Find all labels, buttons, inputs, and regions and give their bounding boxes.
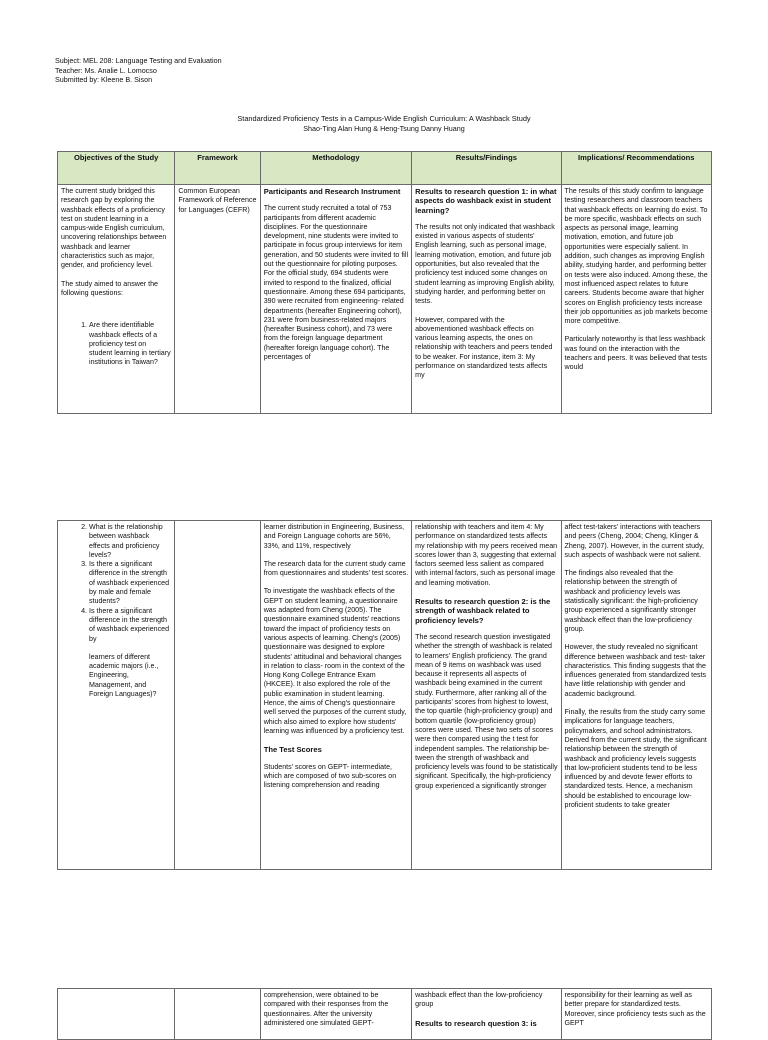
table-header-row (58, 152, 712, 185)
implications-paragraph: However, the study revealed no significant difference between washback and test- taker characteristics. This finding suggests that the influences generated from standardized tests have little relationship with gender and academic background. (564, 643, 707, 698)
methodology-paragraph: Students' scores on GEPT- intermediate, which are composed of two sub-scores on listening comprehension and reading (263, 762, 397, 790)
research-questions-list (61, 523, 171, 644)
framework-text: Common European Framework of Reference for Languages (CEFR) (178, 187, 257, 214)
objectives-intro: The study aimed to answer the following questions: (61, 279, 158, 297)
table-row (58, 521, 712, 870)
results-paragraph: The second research question investigated whether the strength of washback is related to learners' English proficiency. The grand mean of 9 items on washback was used because it represents all aspects of washback being examined in the current study. Furthermore, after ranking all of the participants' scores from highest to lowest, the top quartile (high-proficiency group) and bottom quartile (low-proficiency group) scores were used. These two sets of scores were then compared using the t test for independent samples. The relationship be- tween the strength of washback and proficiency levels was found to be statistically significant. Specifically, the high-proficiency group experienced a significantly stronger (415, 632, 558, 790)
implications-cell (561, 521, 711, 870)
results-cell (412, 185, 561, 414)
methodology-cell (260, 989, 411, 1040)
header-implications: Implications/ Recommendations (561, 152, 711, 185)
methodology-paragraph: learner distribution in Engineering, Business, and Foreign Language cohorts are 56%, 33%, and 11%, respectively (263, 523, 405, 550)
submitted-by-line: Submitted by: Kleene B. Sison (55, 75, 153, 85)
page-2 (0, 460, 768, 968)
methodology-paragraph: comprehension, were obtained to be compared with their responses from the questionnaires. After the university administered one simulated GEPT- (263, 991, 389, 1027)
header-objectives: Objectives of the Study (58, 152, 175, 185)
results-paragraph: relationship with teachers and item 4: My performance on standardized tests affects my relationship with my peers received mean scores lower than 3, suggesting that external factors seemed less salient as compared with internal factors, such as personal image and learning motivation. (415, 523, 558, 587)
page-1 (0, 0, 768, 460)
summary-table-page-2 (57, 520, 712, 870)
objectives-cell (58, 521, 175, 870)
header-results: Results/Findings (412, 152, 561, 185)
methodology-heading: Participants and Research Instrument (263, 187, 401, 196)
implications-paragraph: responsibility for their learning as well as better prepare for standardized tests. Moreover, since proficiency tests such as the GEPT (564, 991, 706, 1027)
research-question-2: 2. What is the relationship between washback effects and proficiency levels? (89, 523, 171, 560)
results-paragraph: However, compared with the abovementioned washback effects on various learning aspects, the ones on relationship with teachers and peers tended to be weaker. For instance, item 3: My performance on standardized tests affects my (415, 315, 553, 380)
research-question-4: 4. Is there a significant difference in the strength of washback experienced by (89, 607, 171, 644)
implications-paragraph: Particularly noteworthy is that less washback was found on the interaction with the teachers and peers. It was believed that tests would (564, 335, 707, 372)
research-question-1: 1. Are there identifiable washback effects of a proficiency test on student learning in tertiary institutions in Taiwan? (89, 321, 171, 367)
results-cell (412, 989, 561, 1040)
document-header (55, 56, 222, 85)
objectives-cell (58, 989, 175, 1040)
implications-paragraph: affect test-takers' interactions with teachers and peers (Cheng, 2004; Cheng, Klinger & Zheng, 2007). However, in the current study, such aspects of washback were not salient. (564, 523, 704, 559)
page-3 (0, 968, 768, 1028)
framework-cell (175, 521, 260, 870)
research-questions-list (61, 321, 171, 367)
document-title: Standardized Proficiency Tests in a Campus-Wide English Curriculum: A Washback Study (237, 114, 531, 123)
implications-paragraph: Finally, the results from the study carry some implications for language teachers, policymakers, and school administrators. Derived from the current study, the significant relationship between the strength of washback and proficiency levels suggests that low-proficient students tend to be less influenced by and devote fewer efforts to standardized tests. Hence, a mechanism should be established to encourage low-proficient students to take greater (564, 708, 707, 810)
research-question-4-continued: learners of different academic majors (i.e., Engineering, Management, and Foreign Languages)? (89, 652, 159, 699)
results-heading: Results to research question 2: is the strength of washback related to proficiency levels? (415, 597, 551, 625)
results-heading: Results to research question 1: in what aspects do washback exist in student learning? (415, 187, 557, 215)
research-question-3: 3. Is there a significant difference in the strength of washback experienced by male and female students? (89, 560, 171, 606)
objectives-paragraph: The current study bridged this research gap by exploring the washback effects of a proficiency test on student learning in a campus-wide English curriculum, uncovering relationships between washback and learner characteristics such as major, gender, and proficiency level. (61, 187, 167, 270)
methodology-cell (260, 521, 411, 870)
methodology-paragraph: To investigate the washback effects of the GEPT on student learning, a questionnaire was adapted from Cheng (2005). The questionnaire examined students' reactions toward the impact of proficiency tests on various aspects of learning. Cheng's (2005) questionnaire was designed to explore students' attitudinal and behavioral changes in relation to class- room in the context of the Hong Kong College Entrance Exam (HKCEE). It also explored the role of the public examination in student learning. Hence, the aims of Cheng's questionnaire well served the purposes of the current study, which also aimed to explore how students' learning was influenced by a proficiency test. (263, 587, 407, 735)
results-heading: Results to research question 3: is (415, 1018, 537, 1028)
subject-line: Subject: MEL 208: Language Testing and Evaluation (55, 56, 222, 65)
results-paragraph: The results not only indicated that washback existed in various aspects of students' English learning, such as personal image, learning motivation, emotion, and future job opportunities, but also revealed that the proficiency test induced some changes on student learning as improving English ability, studying harder, and performing better on tests. (415, 222, 555, 306)
implications-cell (561, 989, 711, 1040)
implications-paragraph: The results of this study confirm to language testing researchers and classroom teachers that washback effects on learning do exist. To be more specific, washback effects on such aspects as personal image, learning motivation, emotion, and future job opportunities were especially salient. In addition, such changes as improving English ability, studying harder, and performing better on tests were also induced. Among these, the most influenced aspect relates to future careers. Students become aware that higher scores on English proficiency tests increase their job opportunities as job markets become more competitive. (564, 187, 708, 326)
document-authors: Shao-Ting Alan Hung & Heng-Tsung Danny Huang (303, 124, 465, 133)
methodology-cell (260, 185, 411, 414)
summary-table-page-3 (57, 988, 712, 1040)
implications-paragraph: The findings also revealed that the relationship between the strength of washback and proficiency levels was statistically significant: the high-proficiency group experienced a significantly stronger washback effect than the low-proficiency group. (564, 569, 698, 633)
results-paragraph: washback effect than the low-proficiency group (415, 991, 543, 1009)
methodology-paragraph: The current study recruited a total of 753 participants from different academic disciplines. For the questionnaire development, nine students were invited to participate in focus group interviews for item generation, and 50 students were invited to fill out the questionnaire for piloting purposes. For the official study, 694 students were invited to respond to the finalized, official questionnaire. Among these 694 participants, 390 were recruited from engineering- related departments (hereafter Engineering cohort), 231 were from business-related majors (hereafter Business cohort), and 73 were from the foreign language department (hereafter foreign language cohort). The percentages of (263, 204, 409, 362)
table-row (58, 989, 712, 1040)
methodology-heading: The Test Scores (263, 745, 322, 755)
implications-cell (561, 185, 711, 414)
teacher-line: Teacher: Ms. Analie L. Lomocso (55, 65, 157, 75)
framework-cell (175, 185, 260, 414)
framework-cell (175, 989, 260, 1040)
results-cell (412, 521, 561, 870)
objectives-cell (58, 185, 175, 414)
table-row (58, 185, 712, 414)
summary-table-page-1 (57, 151, 712, 414)
methodology-paragraph: The research data for the current study came from questionnaires and students' test scores. (263, 559, 409, 578)
header-framework: Framework (175, 152, 260, 185)
header-methodology: Methodology (260, 152, 411, 185)
